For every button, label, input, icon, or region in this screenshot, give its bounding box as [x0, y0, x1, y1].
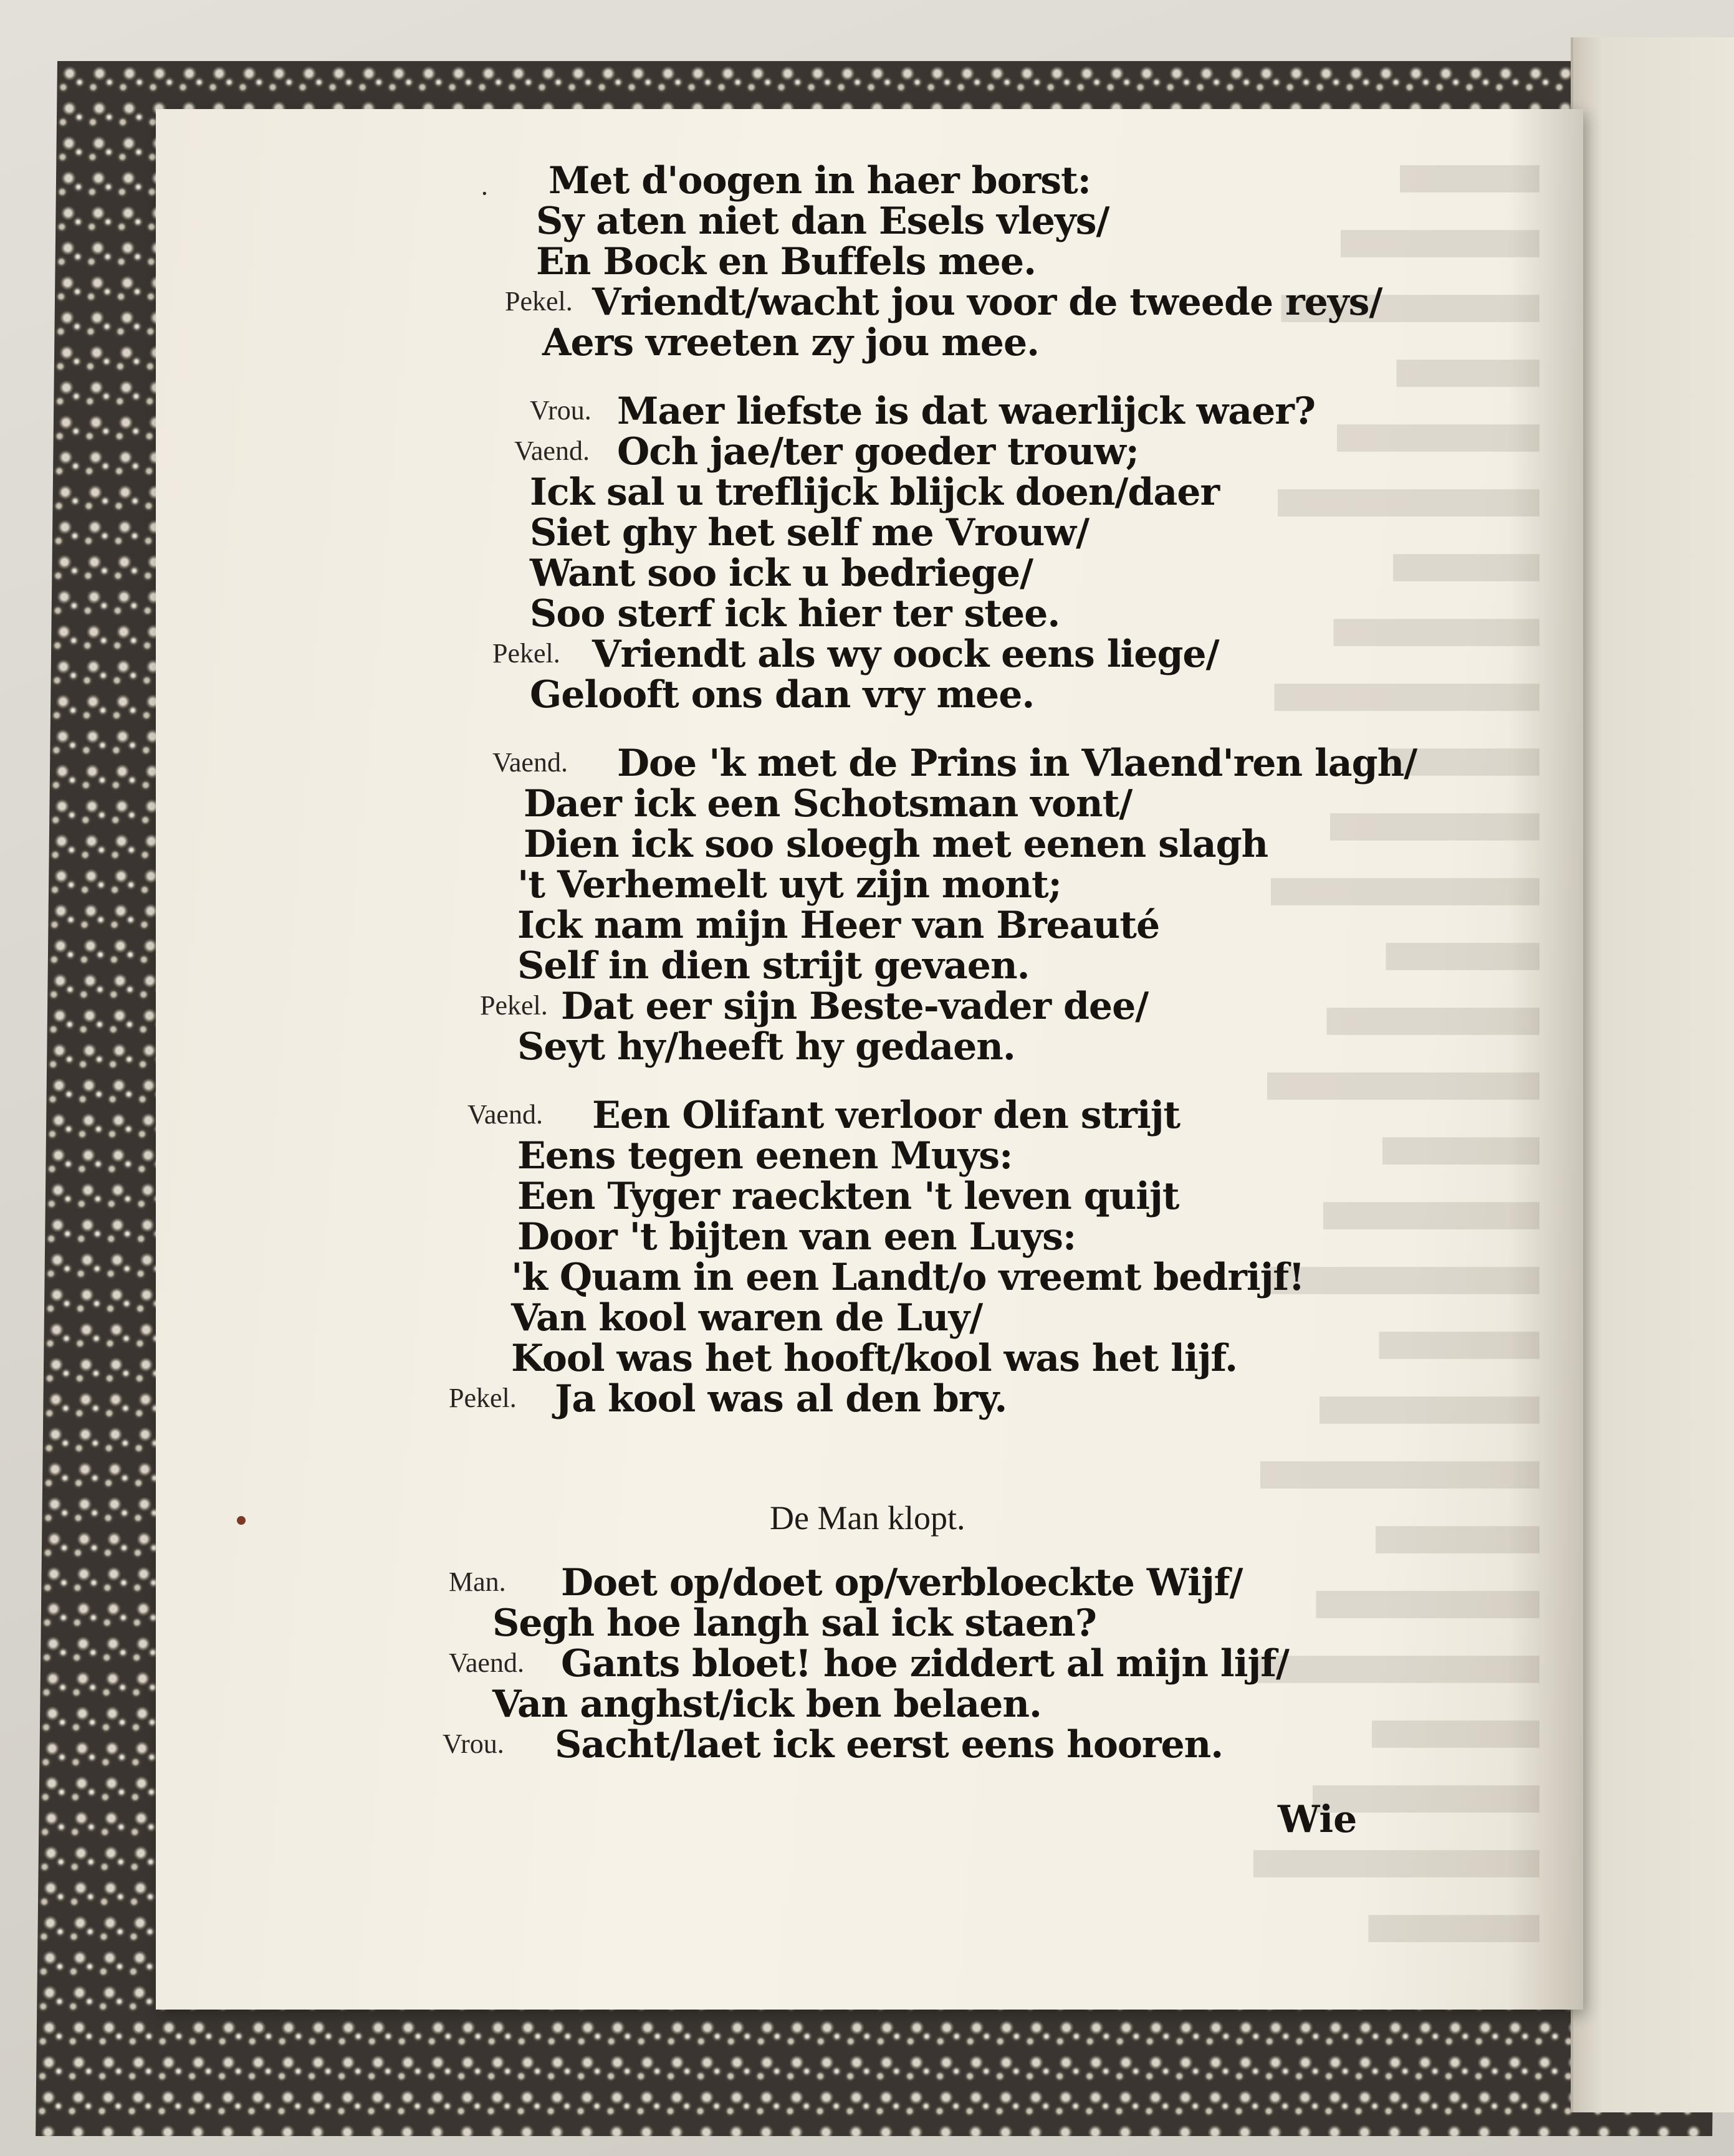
verse-line: Een Olifant verloor den strijt: [592, 1094, 1181, 1137]
verse-line: Een Tyger raeckten 't leven quijt: [517, 1175, 1179, 1218]
speaker-label: Man.: [449, 1567, 506, 1597]
verse-line: Och jae/ter goeder trouw;: [617, 430, 1139, 474]
margin-mark: ·: [480, 178, 489, 209]
speaker-label: Vrou.: [530, 395, 592, 426]
verse-line: Gants bloet! hoe ziddert al mijn lijf/: [561, 1642, 1289, 1686]
speaker-label: Vaend.: [449, 1648, 524, 1678]
verse-line: Dat eer sijn Beste-vader dee/: [561, 985, 1149, 1028]
speaker-label: Vaend.: [514, 436, 590, 466]
verse-line: Daer ick een Schotsman vont/: [524, 782, 1133, 826]
speaker-label: Vaend.: [492, 747, 568, 778]
verse-line: Seyt hy/heeft hy gedaen.: [517, 1025, 1015, 1069]
verse-line: Doet op/doet op/verbloeckte Wijf/: [561, 1561, 1243, 1605]
verse-line: Ja kool was al den bry.: [555, 1377, 1007, 1421]
verse-line: 't Verhemelt uyt zijn mont;: [517, 863, 1061, 907]
verse-line: Eens tegen eenen Muys:: [517, 1134, 1013, 1178]
verse-line: Soo sterf ick hier ter stee.: [530, 592, 1060, 636]
stage-direction: De Man klopt.: [770, 1499, 965, 1537]
catchword: Wie: [1278, 1798, 1358, 1841]
verse-line: Van kool waren de Luy/: [511, 1296, 983, 1340]
verse-line: Sacht/laet ick eerst eens hooren.: [555, 1723, 1224, 1767]
poem-text: [156, 109, 1583, 2010]
verse-line: Want soo ick u bedriege/: [530, 551, 1033, 595]
verse-line: Sy aten niet dan Esels vleys/: [536, 199, 1109, 243]
verse-line: Self in dien strijt gevaen.: [517, 944, 1030, 988]
verse-line: Dien ick soo sloegh met eenen slagh: [524, 823, 1268, 866]
verse-line: 'k Quam in een Landt/o vreemt bedrijf!: [511, 1256, 1305, 1299]
verse-line: Door 't bijten van een Luys:: [517, 1215, 1076, 1259]
verse-line: Ick sal u treflijck blijck doen/daer: [530, 470, 1220, 514]
verse-line: Ick nam mijn Heer van Breauté: [517, 904, 1160, 947]
verse-line: Met d'oogen in haer borst:: [548, 159, 1091, 203]
verse-line: En Bock en Buffels mee.: [536, 240, 1036, 284]
verse-line: Segh hoe langh sal ick staen?: [492, 1601, 1096, 1645]
verse-line: Vriendt/wacht jou voor de tweede reys/: [592, 280, 1382, 324]
verse-line: Gelooft ons dan vry mee.: [530, 673, 1035, 717]
speaker-label: Pekel.: [505, 286, 573, 317]
verse-line: Vriendt als wy oock eens liege/: [592, 632, 1219, 676]
verse-line: Kool was het hooft/kool was het lijf.: [511, 1337, 1237, 1380]
speaker-label: Pekel.: [480, 990, 548, 1021]
verse-line: Maer liefste is dat waerlijck waer?: [617, 389, 1316, 433]
speaker-label: Vaend.: [467, 1099, 543, 1130]
verse-line: Aers vreeten zy jou mee.: [542, 321, 1040, 365]
verse-line: Van anghst/ick ben belaen.: [492, 1682, 1042, 1726]
speaker-label: Vrou.: [443, 1729, 504, 1759]
speaker-label: Pekel.: [449, 1383, 517, 1413]
book-page: [156, 109, 1583, 2010]
verse-line: Siet ghy het self me Vrouw/: [530, 511, 1089, 555]
speaker-label: Pekel.: [492, 638, 560, 669]
verse-line: Doe 'k met de Prins in Vlaend'ren lagh/: [617, 742, 1417, 785]
facing-page-edge: [1571, 37, 1734, 2112]
